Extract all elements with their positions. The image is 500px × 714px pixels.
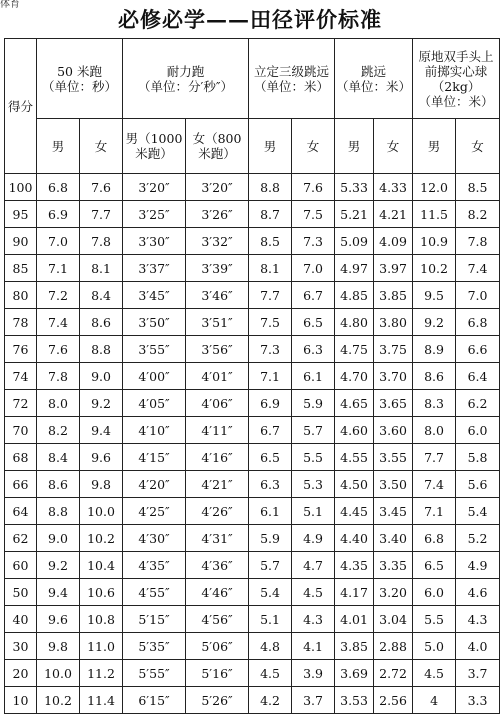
cell-endurance-male: 3′25″ <box>123 201 186 228</box>
table-row <box>5 417 500 444</box>
cell-score: 100 <box>5 174 37 201</box>
cell-endurance-male: 4′10″ <box>123 417 186 444</box>
cell-endurance-female: 4′56″ <box>186 606 249 633</box>
header-50m-unit: （单位：秒） <box>42 78 118 94</box>
cell-long-jump-male: 3.53 <box>335 687 374 714</box>
cell-triple-jump-female: 7.3 <box>292 228 335 255</box>
cell-score: 40 <box>5 606 37 633</box>
table-row <box>5 255 500 282</box>
cell-medicine-ball-male: 7.4 <box>413 471 456 498</box>
header-endurance-unit: （单位：分′秒″） <box>138 78 234 94</box>
header-50m-name: 50 米跑 <box>57 63 102 79</box>
page-title: 必修必学——田径评价标准 <box>118 7 382 32</box>
cell-endurance-male: 4′00″ <box>123 363 186 390</box>
cell-score: 74 <box>5 363 37 390</box>
sub-header-female: 女 <box>456 119 500 174</box>
cell-medicine-ball-female: 4.9 <box>456 552 500 579</box>
sub-header-endurance-male: 男（1000 米跑） <box>123 119 186 174</box>
cell-long-jump-female: 3.35 <box>374 552 413 579</box>
cell-run50-male: 7.1 <box>37 255 80 282</box>
cell-medicine-ball-male: 4 <box>413 687 456 714</box>
table-row <box>5 525 500 552</box>
table-row <box>5 552 500 579</box>
cell-endurance-female: 3′51″ <box>186 309 249 336</box>
cell-endurance-female: 4′01″ <box>186 363 249 390</box>
cell-endurance-male: 4′30″ <box>123 525 186 552</box>
cell-medicine-ball-female: 5.2 <box>456 525 500 552</box>
cell-run50-male: 7.0 <box>37 228 80 255</box>
cell-endurance-female: 4′31″ <box>186 525 249 552</box>
cell-triple-jump-male: 7.3 <box>249 336 292 363</box>
cell-triple-jump-female: 4.7 <box>292 552 335 579</box>
cell-run50-female: 10.4 <box>80 552 123 579</box>
cell-long-jump-male: 4.50 <box>335 471 374 498</box>
cell-triple-jump-female: 4.5 <box>292 579 335 606</box>
table-row <box>5 228 500 255</box>
cell-medicine-ball-male: 5.0 <box>413 633 456 660</box>
cell-medicine-ball-female: 5.6 <box>456 471 500 498</box>
cell-score: 80 <box>5 282 37 309</box>
cell-run50-male: 6.8 <box>37 174 80 201</box>
header-long-jump-unit: （单位：米） <box>336 78 412 94</box>
cell-long-jump-female: 4.21 <box>374 201 413 228</box>
sub-header-female: 女 <box>292 119 335 174</box>
cell-run50-female: 11.4 <box>80 687 123 714</box>
cell-score: 76 <box>5 336 37 363</box>
cell-medicine-ball-female: 8.5 <box>456 174 500 201</box>
score-header: 得分 <box>5 39 37 174</box>
cell-endurance-female: 3′56″ <box>186 336 249 363</box>
cell-endurance-male: 4′55″ <box>123 579 186 606</box>
table-row <box>5 660 500 687</box>
cell-triple-jump-female: 5.3 <box>292 471 335 498</box>
cell-long-jump-female: 3.97 <box>374 255 413 282</box>
cell-endurance-female: 4′11″ <box>186 417 249 444</box>
cell-medicine-ball-female: 7.0 <box>456 282 500 309</box>
header-triple-jump-unit: （单位：米） <box>254 78 330 94</box>
cell-endurance-male: 4′20″ <box>123 471 186 498</box>
cell-triple-jump-female: 6.1 <box>292 363 335 390</box>
cell-run50-male: 9.6 <box>37 606 80 633</box>
cell-long-jump-female: 2.88 <box>374 633 413 660</box>
cell-score: 68 <box>5 444 37 471</box>
cell-long-jump-female: 3.85 <box>374 282 413 309</box>
cell-endurance-female: 5′06″ <box>186 633 249 660</box>
cell-triple-jump-male: 7.5 <box>249 309 292 336</box>
cell-endurance-male: 5′15″ <box>123 606 186 633</box>
evaluation-table <box>4 38 500 714</box>
header-endurance-name: 耐力跑 <box>166 63 205 79</box>
cell-run50-female: 9.6 <box>80 444 123 471</box>
cell-long-jump-female: 3.70 <box>374 363 413 390</box>
table-row <box>5 687 500 714</box>
cell-triple-jump-female: 3.9 <box>292 660 335 687</box>
cell-triple-jump-male: 5.7 <box>249 552 292 579</box>
cell-run50-female: 8.4 <box>80 282 123 309</box>
cell-run50-male: 8.4 <box>37 444 80 471</box>
cell-run50-female: 10.0 <box>80 498 123 525</box>
cell-run50-male: 9.2 <box>37 552 80 579</box>
cell-endurance-female: 3′20″ <box>186 174 249 201</box>
cell-medicine-ball-female: 8.2 <box>456 201 500 228</box>
cell-endurance-male: 3′30″ <box>123 228 186 255</box>
cell-medicine-ball-female: 6.4 <box>456 363 500 390</box>
cell-triple-jump-male: 5.4 <box>249 579 292 606</box>
table-row <box>5 201 500 228</box>
cell-long-jump-male: 4.60 <box>335 417 374 444</box>
header-triple-jump-name: 立定三级跳远 <box>254 63 330 79</box>
cell-long-jump-male: 5.21 <box>335 201 374 228</box>
cell-triple-jump-male: 4.8 <box>249 633 292 660</box>
cell-medicine-ball-male: 7.1 <box>413 498 456 525</box>
cell-triple-jump-male: 7.1 <box>249 363 292 390</box>
cell-medicine-ball-female: 4.6 <box>456 579 500 606</box>
cell-endurance-male: 3′45″ <box>123 282 186 309</box>
cell-triple-jump-female: 4.3 <box>292 606 335 633</box>
cell-endurance-female: 3′26″ <box>186 201 249 228</box>
cell-run50-male: 7.6 <box>37 336 80 363</box>
cell-score: 62 <box>5 525 37 552</box>
cell-run50-female: 11.2 <box>80 660 123 687</box>
cell-medicine-ball-male: 8.6 <box>413 363 456 390</box>
cell-triple-jump-female: 3.7 <box>292 687 335 714</box>
cell-endurance-male: 4′15″ <box>123 444 186 471</box>
cell-endurance-female: 4′46″ <box>186 579 249 606</box>
cell-medicine-ball-female: 4.3 <box>456 606 500 633</box>
cell-run50-male: 7.4 <box>37 309 80 336</box>
cell-long-jump-male: 4.40 <box>335 525 374 552</box>
cell-long-jump-male: 4.85 <box>335 282 374 309</box>
cell-medicine-ball-male: 12.0 <box>413 174 456 201</box>
cell-run50-male: 9.4 <box>37 579 80 606</box>
cell-medicine-ball-male: 6.5 <box>413 552 456 579</box>
cell-triple-jump-female: 7.0 <box>292 255 335 282</box>
cell-run50-male: 8.8 <box>37 498 80 525</box>
header-50m-run <box>37 39 123 119</box>
cell-triple-jump-male: 6.3 <box>249 471 292 498</box>
cell-medicine-ball-female: 3.3 <box>456 687 500 714</box>
cell-long-jump-female: 3.45 <box>374 498 413 525</box>
cell-run50-female: 7.7 <box>80 201 123 228</box>
cell-triple-jump-male: 5.9 <box>249 525 292 552</box>
cell-triple-jump-female: 5.5 <box>292 444 335 471</box>
cell-run50-female: 7.6 <box>80 174 123 201</box>
cell-medicine-ball-female: 6.6 <box>456 336 500 363</box>
cell-long-jump-male: 4.45 <box>335 498 374 525</box>
cell-run50-female: 8.8 <box>80 336 123 363</box>
cell-endurance-female: 4′16″ <box>186 444 249 471</box>
cell-run50-male: 9.8 <box>37 633 80 660</box>
cell-long-jump-female: 3.40 <box>374 525 413 552</box>
cell-triple-jump-male: 7.7 <box>249 282 292 309</box>
cell-long-jump-male: 4.55 <box>335 444 374 471</box>
cell-triple-jump-female: 4.1 <box>292 633 335 660</box>
header-triple-jump <box>249 39 335 119</box>
cell-long-jump-male: 4.65 <box>335 390 374 417</box>
cell-medicine-ball-female: 5.4 <box>456 498 500 525</box>
cell-triple-jump-male: 8.1 <box>249 255 292 282</box>
cell-score: 72 <box>5 390 37 417</box>
cell-score: 30 <box>5 633 37 660</box>
cell-run50-female: 9.2 <box>80 390 123 417</box>
cell-triple-jump-male: 6.1 <box>249 498 292 525</box>
cell-run50-male: 8.6 <box>37 471 80 498</box>
cell-endurance-male: 4′05″ <box>123 390 186 417</box>
cell-medicine-ball-male: 8.9 <box>413 336 456 363</box>
cell-run50-male: 7.8 <box>37 363 80 390</box>
table-row <box>5 606 500 633</box>
cell-run50-female: 9.4 <box>80 417 123 444</box>
cell-score: 78 <box>5 309 37 336</box>
table-body <box>5 174 500 714</box>
cell-medicine-ball-male: 10.9 <box>413 228 456 255</box>
cell-run50-male: 10.0 <box>37 660 80 687</box>
cell-run50-female: 9.8 <box>80 471 123 498</box>
cell-long-jump-male: 4.35 <box>335 552 374 579</box>
cell-long-jump-male: 5.33 <box>335 174 374 201</box>
cell-medicine-ball-male: 4.5 <box>413 660 456 687</box>
cell-endurance-male: 4′25″ <box>123 498 186 525</box>
cell-score: 60 <box>5 552 37 579</box>
sub-header-male: 男 <box>37 119 80 174</box>
cell-endurance-female: 3′32″ <box>186 228 249 255</box>
cell-triple-jump-female: 6.7 <box>292 282 335 309</box>
cell-triple-jump-female: 6.5 <box>292 309 335 336</box>
cell-long-jump-male: 4.70 <box>335 363 374 390</box>
table-row <box>5 390 500 417</box>
header-long-jump-name: 跳远 <box>361 63 387 79</box>
cell-long-jump-female: 4.33 <box>374 174 413 201</box>
table-row <box>5 444 500 471</box>
cell-long-jump-female: 3.65 <box>374 390 413 417</box>
cell-long-jump-female: 3.80 <box>374 309 413 336</box>
cell-run50-female: 10.6 <box>80 579 123 606</box>
cell-medicine-ball-female: 4.0 <box>456 633 500 660</box>
cell-endurance-male: 3′20″ <box>123 174 186 201</box>
cell-run50-male: 9.0 <box>37 525 80 552</box>
cell-endurance-male: 6′15″ <box>123 687 186 714</box>
cell-triple-jump-male: 8.5 <box>249 228 292 255</box>
cell-medicine-ball-male: 11.5 <box>413 201 456 228</box>
sub-header-female: 女 <box>80 119 123 174</box>
cell-triple-jump-female: 7.5 <box>292 201 335 228</box>
cell-medicine-ball-female: 6.2 <box>456 390 500 417</box>
header-long-jump <box>335 39 413 119</box>
header-medicine-ball <box>413 39 500 119</box>
cell-long-jump-male: 4.01 <box>335 606 374 633</box>
cell-run50-female: 10.2 <box>80 525 123 552</box>
cell-triple-jump-female: 6.3 <box>292 336 335 363</box>
cell-score: 66 <box>5 471 37 498</box>
table-row <box>5 174 500 201</box>
cell-run50-female: 8.6 <box>80 309 123 336</box>
cell-medicine-ball-female: 6.8 <box>456 309 500 336</box>
sub-header-male: 男 <box>249 119 292 174</box>
cell-medicine-ball-male: 6.8 <box>413 525 456 552</box>
cell-run50-female: 8.1 <box>80 255 123 282</box>
table-row <box>5 579 500 606</box>
cell-score: 70 <box>5 417 37 444</box>
cell-endurance-male: 5′55″ <box>123 660 186 687</box>
table-row <box>5 309 500 336</box>
table-row <box>5 471 500 498</box>
cell-long-jump-female: 2.56 <box>374 687 413 714</box>
cell-score: 50 <box>5 579 37 606</box>
cell-endurance-male: 3′50″ <box>123 309 186 336</box>
cell-score: 85 <box>5 255 37 282</box>
cell-long-jump-male: 4.17 <box>335 579 374 606</box>
cell-endurance-female: 4′36″ <box>186 552 249 579</box>
cell-endurance-male: 5′35″ <box>123 633 186 660</box>
cell-run50-male: 10.2 <box>37 687 80 714</box>
cell-medicine-ball-male: 8.3 <box>413 390 456 417</box>
cell-run50-male: 8.2 <box>37 417 80 444</box>
cell-medicine-ball-female: 6.0 <box>456 417 500 444</box>
cell-medicine-ball-male: 10.2 <box>413 255 456 282</box>
cell-long-jump-male: 4.80 <box>335 309 374 336</box>
header-medicine-ball-name: 原地双手头上前掷实心球（2kg） <box>418 48 494 94</box>
cell-long-jump-female: 3.20 <box>374 579 413 606</box>
table-row <box>5 633 500 660</box>
cell-run50-female: 10.8 <box>80 606 123 633</box>
sub-header-female: 女 <box>374 119 413 174</box>
sub-header-male: 男 <box>413 119 456 174</box>
cell-run50-female: 7.8 <box>80 228 123 255</box>
table-row <box>5 282 500 309</box>
cell-triple-jump-male: 6.5 <box>249 444 292 471</box>
cell-long-jump-male: 4.97 <box>335 255 374 282</box>
cell-triple-jump-male: 4.2 <box>249 687 292 714</box>
table-row <box>5 363 500 390</box>
cell-run50-female: 9.0 <box>80 363 123 390</box>
cell-score: 95 <box>5 201 37 228</box>
cell-endurance-female: 5′26″ <box>186 687 249 714</box>
cell-long-jump-female: 3.04 <box>374 606 413 633</box>
cell-medicine-ball-male: 9.5 <box>413 282 456 309</box>
cell-endurance-female: 3′46″ <box>186 282 249 309</box>
cell-score: 64 <box>5 498 37 525</box>
cell-long-jump-female: 3.50 <box>374 471 413 498</box>
cell-triple-jump-male: 8.8 <box>249 174 292 201</box>
cell-triple-jump-female: 5.9 <box>292 390 335 417</box>
cell-medicine-ball-female: 7.4 <box>456 255 500 282</box>
cell-score: 10 <box>5 687 37 714</box>
cell-medicine-ball-male: 8.0 <box>413 417 456 444</box>
cell-long-jump-female: 4.09 <box>374 228 413 255</box>
cell-run50-male: 7.2 <box>37 282 80 309</box>
header-endurance-run <box>123 39 249 119</box>
cell-long-jump-female: 3.55 <box>374 444 413 471</box>
cell-triple-jump-female: 4.9 <box>292 525 335 552</box>
cell-long-jump-male: 3.69 <box>335 660 374 687</box>
cell-triple-jump-female: 7.6 <box>292 174 335 201</box>
cell-score: 20 <box>5 660 37 687</box>
cell-run50-male: 6.9 <box>37 201 80 228</box>
cell-triple-jump-male: 8.7 <box>249 201 292 228</box>
cell-long-jump-female: 2.72 <box>374 660 413 687</box>
header-medicine-ball-unit: （单位：米） <box>418 93 494 109</box>
cell-medicine-ball-female: 5.8 <box>456 444 500 471</box>
cell-long-jump-male: 5.09 <box>335 228 374 255</box>
cell-triple-jump-male: 6.9 <box>249 390 292 417</box>
cell-run50-female: 11.0 <box>80 633 123 660</box>
cell-endurance-male: 3′55″ <box>123 336 186 363</box>
cell-triple-jump-male: 5.1 <box>249 606 292 633</box>
cell-endurance-female: 5′16″ <box>186 660 249 687</box>
cell-endurance-male: 4′35″ <box>123 552 186 579</box>
cell-endurance-female: 4′26″ <box>186 498 249 525</box>
corner-mark: 体育 <box>0 0 20 10</box>
cell-long-jump-female: 3.60 <box>374 417 413 444</box>
sub-header-male: 男 <box>335 119 374 174</box>
cell-score: 90 <box>5 228 37 255</box>
cell-medicine-ball-male: 6.0 <box>413 579 456 606</box>
cell-medicine-ball-female: 3.7 <box>456 660 500 687</box>
cell-endurance-female: 4′06″ <box>186 390 249 417</box>
cell-triple-jump-female: 5.7 <box>292 417 335 444</box>
cell-endurance-female: 3′39″ <box>186 255 249 282</box>
cell-run50-male: 8.0 <box>37 390 80 417</box>
cell-long-jump-male: 4.75 <box>335 336 374 363</box>
table-row <box>5 336 500 363</box>
cell-triple-jump-male: 4.5 <box>249 660 292 687</box>
cell-long-jump-female: 3.75 <box>374 336 413 363</box>
cell-medicine-ball-male: 5.5 <box>413 606 456 633</box>
cell-medicine-ball-female: 7.8 <box>456 228 500 255</box>
cell-triple-jump-male: 6.7 <box>249 417 292 444</box>
table-row <box>5 498 500 525</box>
cell-endurance-female: 4′21″ <box>186 471 249 498</box>
cell-triple-jump-female: 5.1 <box>292 498 335 525</box>
cell-medicine-ball-male: 7.7 <box>413 444 456 471</box>
sub-header-endurance-female: 女（800 米跑） <box>186 119 249 174</box>
cell-endurance-male: 3′37″ <box>123 255 186 282</box>
cell-medicine-ball-male: 9.2 <box>413 309 456 336</box>
cell-long-jump-male: 3.85 <box>335 633 374 660</box>
